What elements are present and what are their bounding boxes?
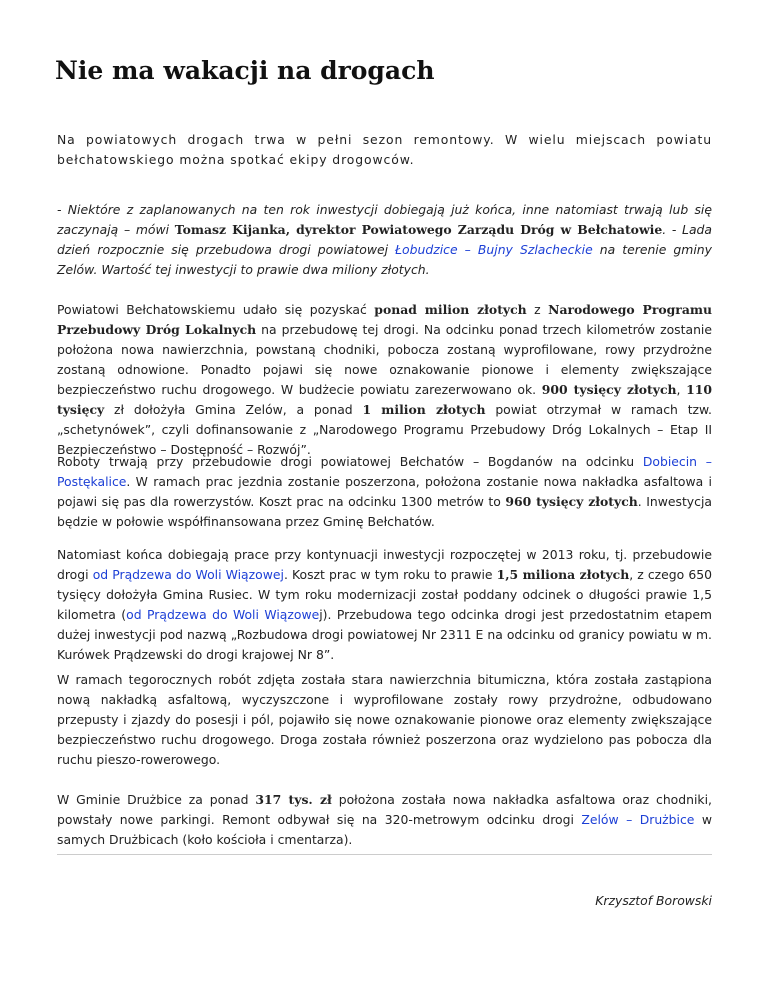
speaker-name: Tomasz Kijanka, dyrektor Powiatowego Zarządu Dróg w Bełchatowie [174,222,663,237]
separator [57,854,712,855]
text-span: - Niektóre z zaplanowanych na ten rok inwestycji dobiegają już końca, inne natomiast trwają lub się zaczynają – mówi [57,202,712,237]
druzbice-paragraph [57,790,712,850]
page-title: Nie ma wakacji na drogach [55,56,435,85]
text-span: Powiatowi Bełchatowskiemu udało się pozyskać [57,302,375,317]
road-link-zelow[interactable]: Zelów – Drużbice [581,812,695,827]
text-span: Roboty trwają przy przebudowie drogi powiatowej Bełchatów – Bogdanów na odcinku [57,454,643,469]
bold-amount: ponad milion złotych [374,302,527,317]
text-span: powiat otrzymał w ramach tzw. „schetynówek”, czyli dofinansowanie z „Narodowego Programu Przebudowy Dróg Lokalnych – Etap II Bezpieczeństwo – Dostępność – Rozwój”. [57,402,712,457]
bold-amount: 960 tysięcy złotych [505,494,638,509]
lead-paragraph: Na powiatowych drogach trwa w pełni sezon remontowy. W wielu miejscach powiatu bełchatowskiego można spotkać ekipy drogowców. [57,132,712,167]
bold-program: Narodowego Programu Przebudowy Dróg Lokalnych [57,302,712,337]
text-span: . Koszt prac w tym roku to prawie [283,567,497,582]
text-span: . Inwestycja będzie w połowie współfinansowana przez Gminę Bełchatów. [57,494,712,529]
bold-amount: 1 milion złotych [362,402,486,417]
funding-paragraph [57,300,712,460]
text-span: . - Lada dzień rozpocznie się przebudowa drogi powiatowej [57,222,712,257]
text-span: na terenie gminy Zelów. Wartość tej inwestycji to prawie dwa miliony złotych. [57,242,712,277]
pradzew-paragraph [57,545,712,665]
text-span: , z czego 650 tysięcy dołożyła Gmina Rusiec. W tym roku modernizacji został poddany odcinek o długości prawie 1,5 kilometra ( [57,567,713,622]
text-span: . W ramach prac jezdnia zostanie poszerzona, położona zostanie nowa nakładka asfaltowa i pojawi się pas dla rowerzystów. Koszt prac na odcinku 1300 metrów to [57,474,712,509]
text-span: zł dołożyła Gmina Zelów, a ponad [104,402,363,417]
bold-amount: 900 tysięcy złotych [541,382,677,397]
bold-amount: 317 tys. zł [255,792,332,807]
text-span: j). Przebudowa tego odcinka drogi jest przedostatnim etapem dużej inwestycji pod nazwą „Rozbudowa drogi powiatowej Nr 2311 E na odcinku od granicy powiatu w m. Kurówek Prądzewski do drogi krajowej Nr 8”. [57,607,713,662]
text-span: z [526,302,549,317]
author-signature: Krzysztof Borowski [595,893,712,908]
belchatow-paragraph [57,452,712,532]
bold-amount: 1,5 miliona złotych [496,567,630,582]
text-span: , [676,382,687,397]
road-link-pradzew[interactable]: od Prądzewa do Woli Wiązowej [92,567,284,582]
text-span: Natomiast końca dobiegają prace przy kontynuacji inwestycji rozpoczętej w 2013 roku, tj. przebudowie drogi [57,547,712,582]
works-paragraph: W ramach tegorocznych robót zdjęta została stara nawierzchnia bitumiczna, która została zastąpiona nową nakładką asfaltową, wyczyszczone i wyprofilowane zostały rowy przydrożne, odbudowano przepusty i zjazdy do posesji i pól, pojawiło się nowe oznakowanie pionowe oraz elementy zwiększające bezpieczeństwo ruchu drogowego. Droga została również poszerzona oraz wydzielono pas pobocza dla ruchu pieszo-rowerowego. [57,672,712,767]
text-span: W Gminie Drużbice za ponad [57,792,256,807]
road-link-pradzew-2[interactable]: od Prądzewa do Woli Wiązowe [126,607,320,622]
text-span: na przebudowę tej drogi. Na odcinku ponad trzech kilometrów zostanie położona nowa nawierzchnia, powstaną chodniki, pobocza zostaną wyprofilowane, rowy przydrożne zostaną odnowione. Ponadto pojawi się nowe oznakowanie pionowe i elementy zwiększające bezpieczeństwo ruchu drogowego. W budżecie powiatu zarezerwowano ok. [57,322,712,397]
text-span: w samych Drużbicach (koło kościoła i cmentarza). [57,812,712,847]
road-link-lobudzice[interactable]: Łobudzice – Bujny Szlacheckie [395,242,593,257]
quote-paragraph [57,200,712,280]
bold-amount: 110 tysięcy [57,382,712,417]
text-span: położona została nowa nakładka asfaltowa oraz chodniki, powstały nowe parkingi. Remont odbywał się na 320-metrowym odcinku drogi [57,792,712,827]
road-link-dobiecin[interactable]: Dobiecin – Postękalice [57,454,712,489]
